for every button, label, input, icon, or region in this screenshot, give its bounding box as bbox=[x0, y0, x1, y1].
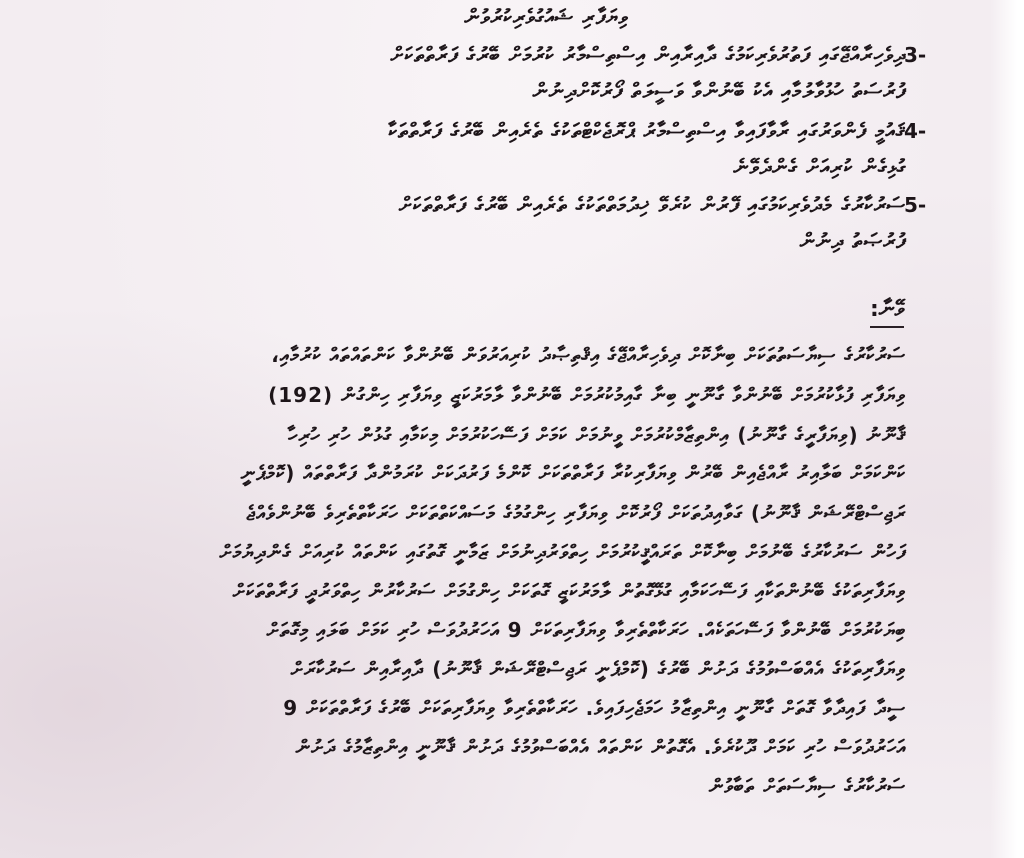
list-item-line: ސަރުކާރުގެ މެދުވެރިކަމުގައި ފޭރުން ކުރެވޭ ޚިދުމަތްތަކުގެ ތެރެއިން ބޭރުގެ ފަރާތްތަކަށް bbox=[398, 193, 906, 217]
paragraph-line: ފަހުން ސަރުކާރުގެ ބޭނުމަށް ބިނާކޮށް ތަރައްޤީކުރުމަށް ހިތްވަރުދިނުމަށް ޒަމާނީ ގޮތުގައި ކަންތައް ކުރިއަށް ގެންދިޔުމަށް bbox=[219, 540, 906, 564]
paragraph-line: ވިޔަފާރިތަކުގެ ބޭނުންތަކާއި ފަސޭހަކަމާއި ގުޅޭގޮތުން ލާމަރުކަޒީ ގޮތަކަށް ހިންގުމަށް ސަރުކާރުން ހިތްވަރުދީ ފަރާތްތަކަށް bbox=[232, 579, 906, 603]
list-item-line: ގުޅިގެން ކުރިއަށް ގެންދެވޭނެ bbox=[733, 155, 906, 179]
list-item-line: ފުރުޞަތު ދިނުން bbox=[799, 229, 906, 253]
paragraph-line: ކަންކަމަށް ބަލާއިރު ރާއްޖެއިން ބޭރުން ވިޔަފާރިކުރާ ފަރާތްތަކަށް ކޮންމެ ފަރުދަކަށް ކުރަމުންދާ ފަރާތްތައް (ކޮމްޕެނީ bbox=[240, 461, 906, 485]
paragraph-line: ސަރުކާރުގެ ސިޔާސަތުތަކަށް ބިނާކޮށް ދިވެހިރާއްޖޭގެ އިޤްތިޞާދު ކުރިއަރުވަން ބޭނުންވާ ކަންތައްތައް ކުރުމާއި، bbox=[271, 343, 906, 367]
paragraph-line: ބިޔަކުރުމަށް ބޭނުންވާ ފަސޭހަތަކެއް. ހަރަކާތްތެރިވާ ވިޔަފާރިތަކަށް 9 އަހަރުދުވަސް ހުރި ކަމަށް ބަލައި މިގޮތަށް bbox=[266, 618, 906, 642]
paragraph-line: އަހަރުދުވަސް ހުރި ކަމަށް ދޫކުރެވެ. އެގޮތުން ކަންތައް އެއްބަސްވުމުގެ ދަށުން ޤާނޫނީ އިންތިޒާމުގެ ދަށުން bbox=[295, 735, 906, 759]
paragraph-line: ސީދާ ފައިދާވާ ގޮތަށް ގާނޫނީ އިންތިޒާމު ހަމަޖެހިފައިވެ. ހަރަކާތްތެރިވާ ވިޔަފާރިތަކަށް ބޭރުގެ ފަރާތްތަކަށް 9 bbox=[283, 696, 906, 720]
paragraph-line: ރަޖިސްޓްރޭޝަން ޤާނޫނު) ގަވާއިދުތަކަށް ފޯރުކޮށް ވިޔަފާރި ހިންގުމުގެ މަސައްކަތްތަކަށް ހަރަކާތްތެރިވެ ބޭނުންވެއްޖެ bbox=[246, 501, 906, 525]
paragraph-line: ޤާނޫނު (ވިޔަފާރީގެ ގާނޫނު) އިންތިޒާމްކުރުމަށް ވީނުމަށް ކަމަށް ފަސޭހަކުރުމަށް މިކަމާއި ގުޅުން ހުރި ހުރިހާ bbox=[288, 423, 906, 447]
list-item-line: ދިވެހިރާއްޖޭގައި ފަތުރުވެރިކަމުގެ ދާއިރާއިން އިސްތިސްމާރު ކުރުމަށް ބޭރުގެ ފަރާތްތަކަށް bbox=[390, 43, 906, 67]
paragraph-line: ސަރުކާރުގެ ސިޔާސަތަށް ތަބާވުން bbox=[708, 774, 906, 798]
section-heading: ވޭނާ: bbox=[870, 294, 904, 328]
list-item-number: 3- bbox=[904, 43, 927, 67]
list-item-line: ފުރުސަތު ހުޅުވާލުމާއި އެކު ބޭނުންވާ ވަސީލަތް ފޯރުކޮށްދިނުން bbox=[532, 79, 906, 103]
list-item-line: ޤައުމީ ފެންވަރުގައި ރާވާފައިވާ އިސްތިސްމާރު ޕްރޮޖެކްޓްތަކުގެ ތެރެއިން ބޭރުގެ ފަރާތްތަކާ bbox=[388, 119, 906, 143]
list-item-number: 5- bbox=[904, 193, 927, 217]
list-fragment-line: ވިޔަފާރި ޝައުގުވެރިކުރުވުން bbox=[464, 5, 629, 29]
list-item-number: 4- bbox=[904, 119, 927, 143]
paragraph-line: ވިޔަފާރި ފުޅާކުރުމަށް ބޭނުންވާ ގާނޫނީ ބިނާ ގާއިމުކުރުމަށް ބޭނުންވާ ލާމަރުކަޒީ ވިޔަފާރި ހިންގުން (192) bbox=[268, 383, 906, 407]
paragraph-line: ވިޔަފާރިތަކުގެ އެއްބަސްވުމުގެ ދަށުން ބޭރުގެ (ކޮމްޕެނީ ރަޖިސްޓްރޭޝަން ޤާނޫނު) ދާއިރާއިން ސަރުކާރަށް bbox=[290, 657, 906, 681]
